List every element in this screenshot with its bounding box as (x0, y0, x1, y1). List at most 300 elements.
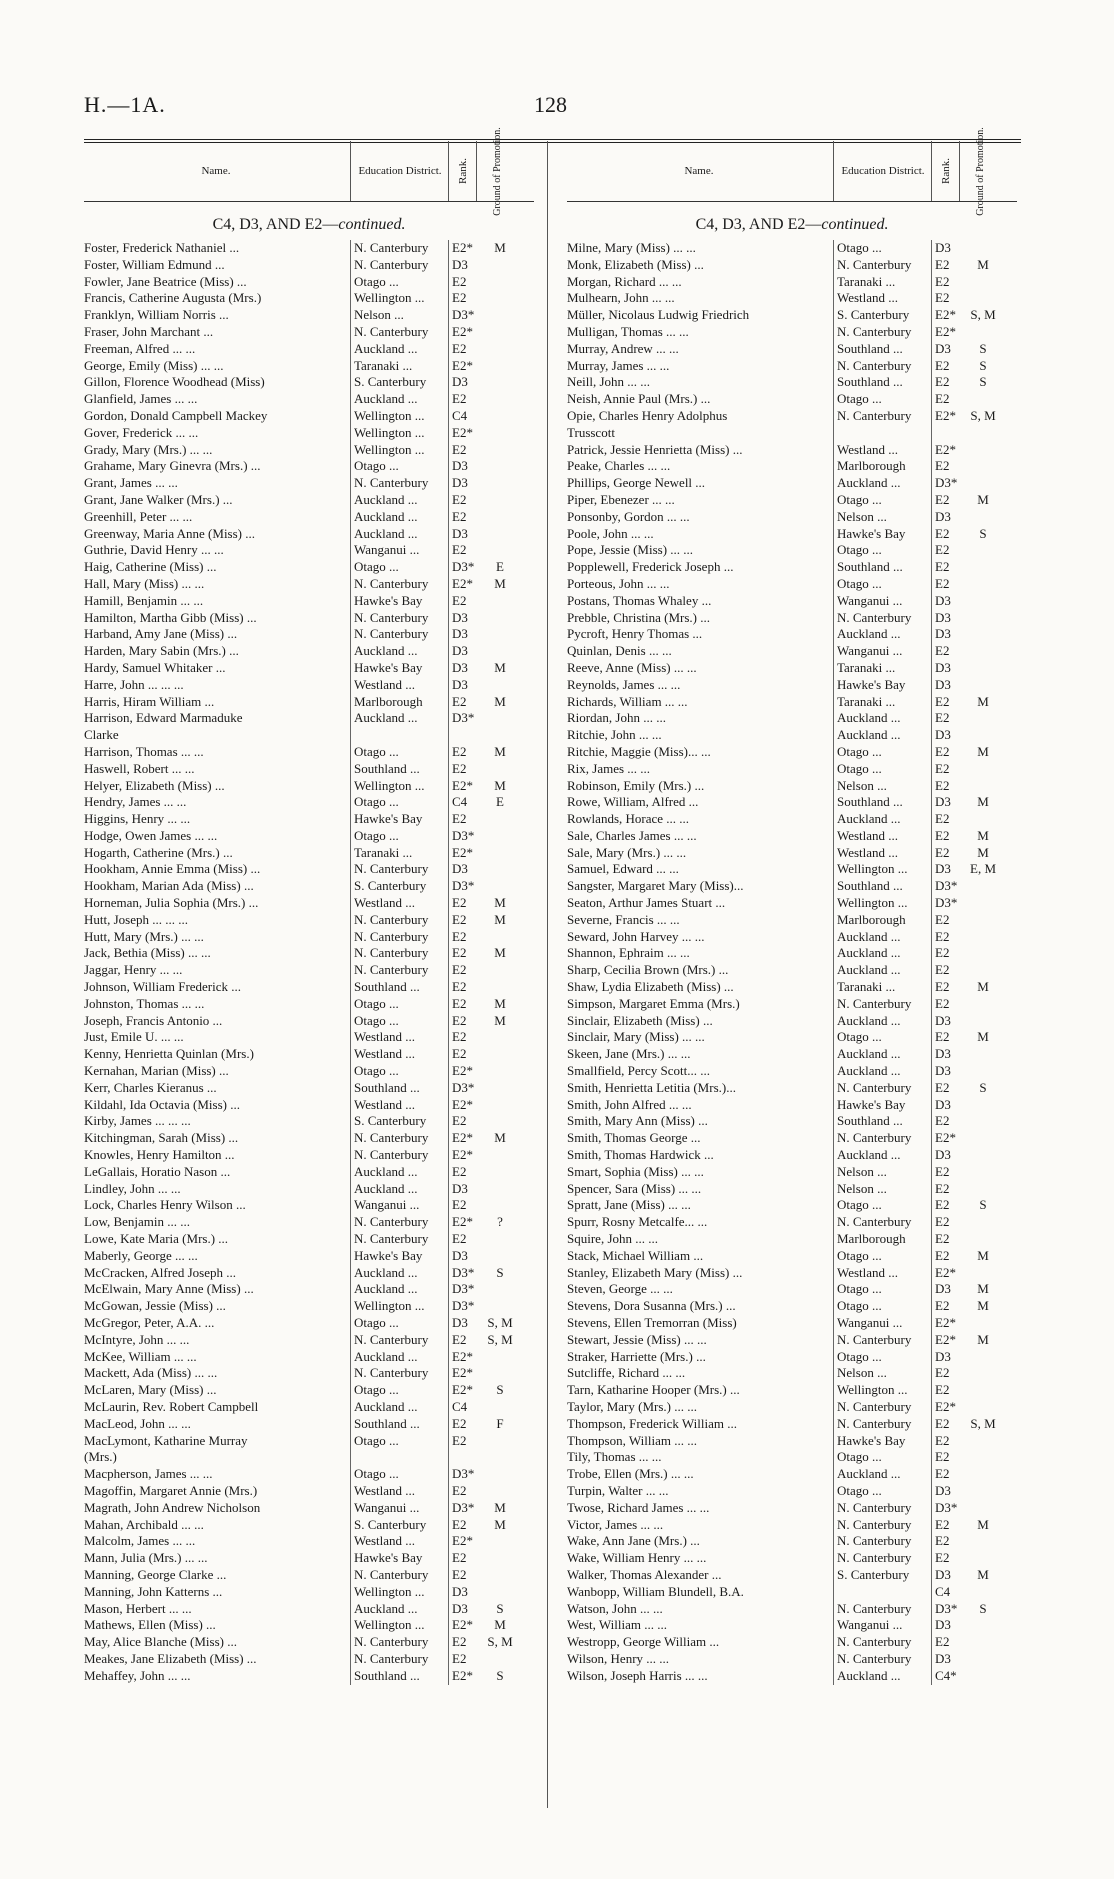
table-row (84, 1164, 534, 1181)
rank: E2* (935, 1398, 956, 1414)
table-row (567, 845, 1017, 862)
education-district: N. Canterbury (837, 407, 912, 423)
teacher-name: Monk, Elizabeth (Miss) ... (567, 256, 704, 272)
rank: D3 (935, 1348, 951, 1364)
teacher-name: Seaton, Arthur James Stuart ... (567, 895, 726, 911)
header-rank: Rank. (931, 141, 960, 201)
education-district: Auckland ... (837, 1147, 901, 1163)
table-row (567, 1097, 1017, 1114)
ground-of-promotion: M (494, 777, 506, 793)
table-row (84, 1029, 534, 1046)
table-row (567, 694, 1017, 711)
education-district: Auckland ... (837, 1667, 901, 1683)
teacher-name: Hodge, Owen James ... ... (84, 827, 218, 843)
table-row (567, 1533, 1017, 1550)
teacher-name: Shaw, Lydia Elizabeth (Miss) ... (567, 979, 734, 995)
rank: E2 (935, 743, 950, 759)
teacher-name: Lowe, Kate Maria (Mrs.) ... (84, 1231, 229, 1247)
education-district: Auckland ... (837, 1063, 901, 1079)
rank: E2 (452, 1046, 467, 1062)
rank: E2* (452, 1130, 473, 1146)
table-row (567, 878, 1017, 895)
table-row (567, 979, 1017, 996)
teacher-name: Thompson, William ... ... (567, 1432, 697, 1448)
table-row (567, 341, 1017, 358)
rank: D3 (935, 626, 951, 642)
education-district: Wanganui ... (837, 1315, 903, 1330)
teacher-name: MacLeod, John ... ... (84, 1415, 191, 1431)
table-row (84, 576, 534, 593)
table-row (567, 542, 1017, 559)
table-row (84, 811, 534, 828)
education-district: Nelson ... (354, 307, 404, 323)
teacher-name: Hardy, Samuel Whitaker ... (84, 659, 226, 675)
education-district: N. Canterbury (837, 1550, 912, 1566)
rank: E2 (935, 777, 950, 793)
teacher-name: Westropp, George William ... (567, 1634, 720, 1650)
rank: E2* (452, 575, 473, 591)
teacher-name: Mehaffey, John ... ... (84, 1667, 191, 1683)
ground-of-promotion: M (494, 1617, 506, 1633)
education-district: N. Canterbury (837, 1499, 912, 1515)
teacher-name: Manning, John Katterns ... (84, 1583, 223, 1599)
teacher-name: Quinlan, Denis ... ... (567, 643, 672, 659)
teacher-name: Porteous, John ... ... (567, 575, 670, 591)
table-header (567, 126, 1017, 216)
table-row (567, 744, 1017, 761)
table-row (567, 1147, 1017, 1164)
table-row (84, 1298, 534, 1315)
teacher-name: Magoffin, Margaret Annie (Mrs.) (84, 1482, 258, 1498)
table-row (567, 1063, 1017, 1080)
rank: E2 (935, 928, 950, 944)
education-district: Auckland ... (354, 525, 418, 541)
education-district: S. Canterbury (354, 878, 427, 894)
rank: C4* (935, 1667, 957, 1683)
rank: D3 (452, 659, 468, 675)
table-row (84, 240, 534, 257)
rank: E2* (452, 357, 473, 373)
teacher-name: Postans, Thomas Whaley ... (567, 592, 712, 608)
table-row (567, 861, 1017, 878)
education-district: Westland ... (354, 1096, 416, 1112)
rank: E2 (935, 1634, 950, 1650)
education-district: Auckland ... (837, 626, 901, 642)
ground-of-promotion: S, M (487, 1315, 513, 1330)
rank: D3 (452, 525, 468, 541)
teacher-name: Trusscott (567, 424, 615, 440)
education-district: Otago ... (354, 1432, 399, 1448)
teacher-name: Reynolds, James ... ... (567, 676, 681, 692)
rank: D3* (935, 475, 958, 491)
rank: E2 (935, 575, 950, 591)
teacher-name: Harband, Amy Jane (Miss) ... (84, 626, 238, 642)
teacher-name: Popplewell, Frederick Joseph ... (567, 559, 734, 575)
rank: E2 (452, 945, 467, 961)
table-row (567, 1164, 1017, 1181)
teacher-name: Jaggar, Henry ... ... (84, 962, 183, 978)
teacher-name: Spratt, Jane (Miss) ... ... (567, 1197, 691, 1213)
teacher-name: Fraser, John Marchant ... (84, 323, 214, 339)
teacher-name: Helyer, Elizabeth (Miss) ... (84, 777, 225, 793)
ground-of-promotion: S (979, 340, 987, 356)
rank: E2 (935, 525, 950, 541)
rank: E2 (935, 827, 950, 843)
education-district: Wellington ... (837, 895, 908, 911)
table-row (567, 996, 1017, 1013)
ground-of-promotion: M (494, 911, 506, 927)
table-row (567, 1365, 1017, 1382)
rank: E2 (935, 945, 950, 961)
header-name: Name. (684, 165, 714, 177)
education-district: Auckland ... (837, 1012, 901, 1028)
teacher-name: Rowlands, Horace ... ... (567, 811, 690, 827)
education-district: Wanganui ... (354, 542, 420, 558)
teacher-name: Patrick, Jessie Henrietta (Miss) ... (567, 441, 743, 457)
table-row (84, 996, 534, 1013)
education-district: N. Canterbury (354, 1566, 429, 1582)
education-district: Westland ... (354, 676, 416, 692)
education-district: Otago ... (837, 240, 882, 255)
education-district: Nelson ... (837, 1163, 887, 1179)
education-district: Otago ... (837, 542, 882, 558)
table-row (84, 1332, 534, 1349)
table-row (84, 1584, 534, 1601)
table-row (567, 1634, 1017, 1651)
education-district: Auckland ... (354, 1398, 418, 1414)
rank: E2 (452, 928, 467, 944)
table-row (84, 643, 534, 660)
table-row (84, 794, 534, 811)
teacher-name: Harre, John ... ... ... (84, 676, 184, 692)
rank: D3 (935, 727, 951, 743)
teacher-name: Harden, Mary Sabin (Mrs.) ... (84, 643, 239, 659)
teacher-name: Peake, Charles ... ... (567, 458, 671, 474)
rank: E2 (935, 1180, 950, 1196)
table-row (567, 475, 1017, 492)
rank: D3 (935, 1096, 951, 1112)
teacher-name: LeGallais, Horatio Nason ... (84, 1163, 231, 1179)
rank: E2 (935, 290, 950, 306)
ground-of-promotion: M (494, 575, 506, 591)
education-district: Auckland ... (837, 710, 901, 726)
education-district: Westland ... (354, 1029, 416, 1045)
rank: D3* (452, 1079, 475, 1095)
rank: D3* (452, 827, 475, 843)
table-row (84, 727, 534, 744)
table-row (84, 878, 534, 895)
education-district: N. Canterbury (354, 626, 429, 642)
teacher-name: McGowan, Jessie (Miss) ... (84, 1298, 226, 1314)
ground-of-promotion: M (494, 1130, 506, 1146)
teacher-name: Knowles, Henry Hamilton ... (84, 1147, 235, 1163)
teacher-name: Wilson, Joseph Harris ... ... (567, 1667, 708, 1683)
education-district: Hawke's Bay (837, 1096, 906, 1112)
ground-of-promotion: E (496, 794, 504, 810)
education-district: Otago ... (354, 1466, 399, 1482)
ground-of-promotion: M (977, 693, 989, 709)
teacher-name: Samuel, Edward ... ... (567, 861, 679, 877)
teacher-name: Pycroft, Henry Thomas ... (567, 626, 703, 642)
rank: D3 (452, 475, 468, 491)
teacher-name: Hutt, Joseph ... ... ... (84, 911, 188, 927)
education-district: N. Canterbury (354, 575, 429, 591)
education-district: S. Canterbury (354, 374, 427, 390)
teacher-name: Magrath, John Andrew Nicholson (84, 1499, 261, 1515)
rank: E2 (452, 995, 467, 1011)
education-district: Auckland ... (354, 391, 418, 407)
table-row (567, 1197, 1017, 1214)
table-row (567, 1433, 1017, 1450)
education-district: N. Canterbury (354, 1130, 429, 1146)
rank: E2 (452, 542, 467, 558)
rank: E2 (452, 592, 467, 608)
ground-of-promotion: M (494, 743, 506, 759)
rank: E2* (935, 407, 956, 423)
education-district: Westland ... (354, 895, 416, 911)
education-district: Otago ... (354, 995, 399, 1011)
education-district: N. Canterbury (354, 911, 429, 927)
table-row (84, 979, 534, 996)
ground-of-promotion: S (979, 1197, 987, 1213)
table-row (567, 1281, 1017, 1298)
rank: E2* (452, 1096, 473, 1112)
rank: D3 (935, 609, 951, 625)
education-district: Taranaki ... (837, 693, 896, 709)
teacher-name: Manning, George Clarke ... (84, 1566, 227, 1582)
table-row (567, 1113, 1017, 1130)
rank: E2 (452, 290, 467, 306)
teacher-name: Hutt, Mary (Mrs.) ... ... (84, 928, 204, 944)
table-row (567, 290, 1017, 307)
rank: D3 (935, 508, 951, 524)
table-row (567, 408, 1017, 425)
teacher-name: Robinson, Emily (Mrs.) ... (567, 777, 705, 793)
rank: E2* (935, 1331, 956, 1347)
table-row (567, 929, 1017, 946)
teacher-name: Murray, James ... ... (567, 357, 670, 373)
table-row (84, 442, 534, 459)
education-district: N. Canterbury (354, 1331, 429, 1347)
rank: E2* (452, 323, 473, 339)
teacher-name: Piper, Ebenezer ... ... (567, 491, 675, 507)
rank: E2 (935, 1247, 950, 1263)
rank: D3 (935, 1617, 951, 1633)
teacher-name: Francis, Catherine Augusta (Mrs.) (84, 290, 262, 306)
section-heading: C4, D3, AND E2—continued. (212, 216, 406, 233)
teacher-name: Grady, Mary (Mrs.) ... ... (84, 441, 213, 457)
table-row (567, 1382, 1017, 1399)
education-district: N. Canterbury (354, 861, 429, 877)
teacher-name: Ritchie, Maggie (Miss)... ... (567, 743, 711, 759)
teacher-name: Sale, Mary (Mrs.) ... ... (567, 844, 687, 860)
table-row (567, 509, 1017, 526)
teacher-name: West, William ... ... (567, 1617, 668, 1633)
education-district: Hawke's Bay (354, 1247, 423, 1263)
table-row (84, 542, 534, 559)
table-row (84, 391, 534, 408)
table-row (84, 475, 534, 492)
education-district: N. Canterbury (837, 1214, 912, 1230)
teacher-name: McKee, William ... ... (84, 1348, 197, 1364)
table-row (567, 1231, 1017, 1248)
rank: E2 (935, 979, 950, 995)
teacher-name: Milne, Mary (Miss) ... ... (567, 240, 696, 255)
teacher-name: Spencer, Sara (Miss) ... ... (567, 1180, 702, 1196)
table-row (567, 1181, 1017, 1198)
teacher-name: Victor, James ... ... (567, 1516, 664, 1532)
rank: E2* (452, 240, 473, 255)
section-heading: C4, D3, AND E2—continued. (695, 216, 889, 233)
rank: E2 (452, 895, 467, 911)
rank: D3 (452, 609, 468, 625)
table-row (567, 1416, 1017, 1433)
teacher-name: Maberly, George ... ... (84, 1247, 198, 1263)
education-district: Auckland ... (837, 475, 901, 491)
rank: E2 (935, 1298, 950, 1314)
rank: D3 (452, 676, 468, 692)
rank: D3* (452, 307, 475, 323)
rank: D3* (935, 1499, 958, 1515)
education-district: N. Canterbury (354, 1231, 429, 1247)
rank: E2 (452, 811, 467, 827)
rank: E2 (935, 256, 950, 272)
rank: E2* (452, 1147, 473, 1163)
ground-of-promotion: M (977, 844, 989, 860)
table-row (84, 341, 534, 358)
teacher-name: Lindley, John ... ... (84, 1180, 181, 1196)
rank: E2* (452, 1214, 473, 1230)
table-row (567, 1399, 1017, 1416)
education-district: N. Canterbury (354, 240, 429, 255)
teacher-name: Kerr, Charles Kieranus ... (84, 1079, 217, 1095)
education-district: Westland ... (837, 844, 899, 860)
teacher-name: Horneman, Julia Sophia (Mrs.) ... (84, 895, 259, 911)
teacher-name: Joseph, Francis Antonio ... (84, 1012, 223, 1028)
ground-of-promotion: M (494, 945, 506, 961)
table-row (84, 861, 534, 878)
rank: E2 (452, 273, 467, 289)
rank: E2 (452, 1163, 467, 1179)
teacher-name: Grahame, Mary Ginevra (Mrs.) ... (84, 458, 261, 474)
education-district: Wanganui ... (354, 1499, 420, 1515)
education-district: Otago ... (354, 1063, 399, 1079)
ground-of-promotion: S, M (487, 1634, 513, 1650)
education-district: N. Canterbury (837, 1600, 912, 1616)
teacher-name: Smith, John Alfred ... ... (567, 1096, 692, 1112)
teacher-name: Kitchingman, Sarah (Miss) ... (84, 1130, 239, 1146)
rank: E2 (452, 1113, 467, 1129)
table-row (567, 1029, 1017, 1046)
education-district: Wellington ... (837, 861, 908, 877)
table-row (84, 425, 534, 442)
table-row (84, 1147, 534, 1164)
ground-of-promotion: S, M (970, 1415, 996, 1431)
table-row (567, 1214, 1017, 1231)
teacher-name: Wake, William Henry ... ... (567, 1550, 707, 1566)
table-row (84, 1517, 534, 1534)
header-ground: Ground of Promotion. (476, 141, 517, 201)
table-row (84, 660, 534, 677)
table-row (84, 1281, 534, 1298)
rank: D3 (935, 1566, 951, 1582)
teacher-name: Freeman, Alfred ... ... (84, 340, 196, 356)
rank: E2 (935, 1432, 950, 1448)
education-district: Auckland ... (837, 1046, 901, 1062)
teacher-name: Riordan, John ... ... (567, 710, 666, 726)
table-row (567, 945, 1017, 962)
teacher-name: Clarke (84, 727, 119, 743)
teacher-name: Walker, Thomas Alexander ... (567, 1566, 722, 1582)
rank: E2 (452, 1331, 467, 1347)
ground-of-promotion: M (977, 1566, 989, 1582)
teacher-name: Stewart, Jessie (Miss) ... ... (567, 1331, 707, 1347)
table-row (84, 526, 534, 543)
rank: E2 (452, 1415, 467, 1431)
table-row (84, 1365, 534, 1382)
table-row (84, 1533, 534, 1550)
rank: D3 (452, 1180, 468, 1196)
rank: E2 (935, 1466, 950, 1482)
education-district: N. Canterbury (837, 1398, 912, 1414)
education-district: N. Canterbury (837, 1079, 912, 1095)
teacher-name: Gover, Frederick ... ... (84, 424, 199, 440)
teacher-name: Thompson, Frederick William ... (567, 1415, 738, 1431)
teacher-name: Franklyn, William Norris ... (84, 307, 229, 323)
table-row (567, 1349, 1017, 1366)
table-row (567, 559, 1017, 576)
education-district: Auckland ... (354, 1163, 418, 1179)
table-row (567, 643, 1017, 660)
rank: D3 (452, 861, 468, 877)
rank: D3 (452, 1583, 468, 1599)
education-district: Otago ... (354, 794, 399, 810)
teacher-name: Harrison, Edward Marmaduke (84, 710, 243, 726)
teacher-name: Kernahan, Marian (Miss) ... (84, 1063, 229, 1079)
education-district: Westland ... (354, 1046, 416, 1062)
table-row (84, 307, 534, 324)
education-district: Auckland ... (837, 727, 901, 743)
table-row (567, 1248, 1017, 1265)
rank: D3* (935, 878, 958, 894)
table-row (84, 1113, 534, 1130)
ground-of-promotion: M (494, 1499, 506, 1515)
teacher-name: George, Emily (Miss) ... ... (84, 357, 224, 373)
ground-of-promotion: M (977, 1281, 989, 1297)
table-row (567, 1080, 1017, 1097)
table-row (84, 1013, 534, 1030)
rank: D3 (452, 626, 468, 642)
table-row (84, 1399, 534, 1416)
top-rule (84, 139, 1021, 140)
education-district: Otago ... (837, 1482, 882, 1498)
rank: E2 (452, 1012, 467, 1028)
header-district: Education District. (350, 141, 449, 201)
table-row (567, 1265, 1017, 1282)
ground-of-promotion: M (494, 659, 506, 675)
teacher-name: Wilson, Henry ... ... (567, 1650, 670, 1666)
education-district: N. Canterbury (354, 323, 429, 339)
education-district: Wellington ... (354, 1298, 425, 1314)
rank: E2 (935, 458, 950, 474)
rank: E2 (935, 273, 950, 289)
table-row (567, 307, 1017, 324)
teacher-name: Stevens, Ellen Tremorran (Miss) (567, 1315, 737, 1330)
education-district: Auckland ... (354, 1281, 418, 1297)
table-row (84, 912, 534, 929)
table-row (567, 1315, 1017, 1332)
rank: E2 (452, 508, 467, 524)
